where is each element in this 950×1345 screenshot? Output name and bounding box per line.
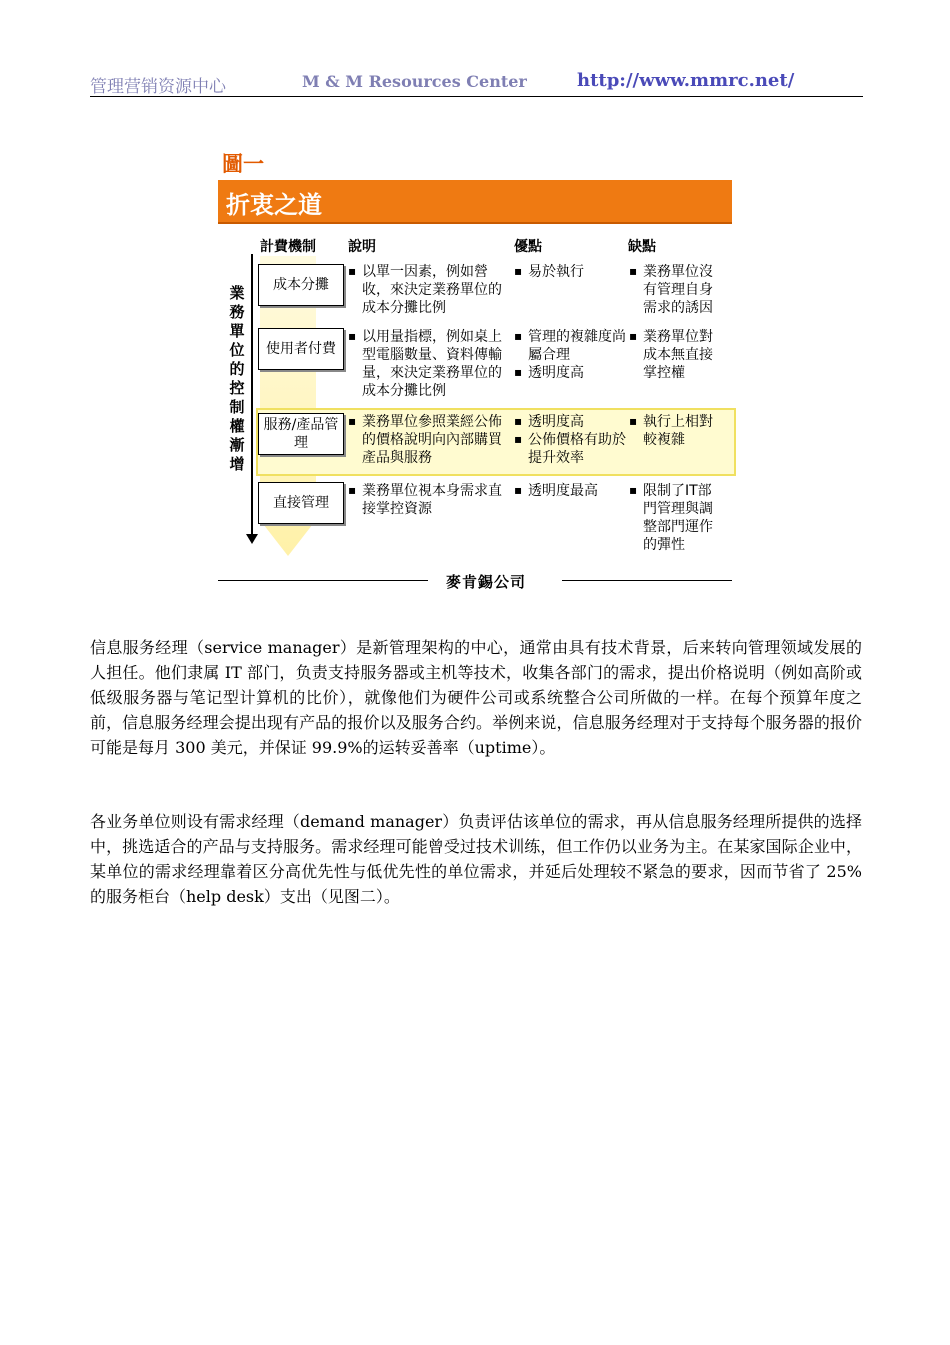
- page-header: [90, 68, 863, 97]
- row-description: 業務單位參照業經公佈的價格說明向內部購買產品與服務: [362, 414, 502, 466]
- mechanism-box: 服務/產品管理: [258, 413, 344, 455]
- row-description: 以單一因素，例如營收，來決定業務單位的成本分攤比例: [362, 264, 502, 316]
- header-org-cn: 管理营销资源中心: [90, 77, 226, 97]
- col-header-pros: 優點: [514, 239, 542, 255]
- bullet-icon: ▪: [514, 264, 523, 278]
- row-con: 業務單位對成本無直接掌控權: [643, 329, 713, 381]
- col-header-mechanism: 計費機制: [260, 239, 316, 255]
- row-con: 限制了IT部門管理與調整部門運作的彈性: [643, 483, 713, 553]
- mechanism-box: 直接管理: [258, 482, 344, 524]
- row-pro: 易於執行: [528, 264, 584, 280]
- bullet-icon: ▪: [514, 483, 523, 497]
- header-org-en: M & M Resources Center: [302, 72, 527, 91]
- row-pro: 管理的複雜度尚屬合理: [528, 329, 626, 363]
- row-pro: 透明度高: [528, 365, 584, 381]
- bullet-icon: ▪: [348, 483, 357, 497]
- bullet-icon: ▪: [348, 264, 357, 278]
- row-con: 業務單位沒有管理自身需求的誘因: [643, 264, 713, 316]
- body-paragraph-2: 各业务单位则设有需求经理（demand manager）负责评估该单位的需求，再从信息服务经理所提供的选择中，挑选适合的产品与支持服务。需求经理可能曾受过技术训练，但工作仍以业务为主。在某家国际企业中，某单位的需求经理靠着区分高优先性与低优先性的单位需求，并延后处理较不紧急的要求，因而节省了 25%的服务柜台（help desk）支出（见图二）。: [90, 812, 862, 906]
- figure-tradeoff: [218, 148, 734, 598]
- row-description: 以用量指標，例如桌上型電腦數量、資料傳輸量，來決定業務單位的成本分攤比例: [362, 329, 502, 399]
- header-url-link[interactable]: http://www.mmrc.net/: [577, 70, 795, 91]
- figure-title: 折衷之道: [226, 191, 322, 219]
- figure-title-banner: [218, 180, 732, 224]
- control-axis-line: [251, 254, 253, 536]
- col-header-description: 說明: [348, 239, 376, 255]
- bullet-icon: ▪: [629, 329, 638, 343]
- row-pro: 透明度高: [528, 414, 584, 430]
- row-pro: 公佈價格有助於提升效率: [528, 432, 626, 466]
- bullet-icon: ▪: [629, 264, 638, 278]
- bullet-icon: ▪: [514, 432, 523, 446]
- bullet-icon: ▪: [514, 414, 523, 428]
- col-header-cons: 缺點: [628, 239, 656, 255]
- bullet-icon: ▪: [629, 483, 638, 497]
- down-arrow-icon: [246, 534, 258, 544]
- bullet-icon: ▪: [629, 414, 638, 428]
- source-divider-right: [562, 580, 732, 581]
- mechanism-box: 成本分攤: [258, 264, 344, 306]
- row-con: 執行上相對較複雜: [643, 414, 713, 448]
- bullet-icon: ▪: [348, 414, 357, 428]
- bullet-icon: ▪: [348, 329, 357, 343]
- side-label-control: 業務單位的控制權漸增: [229, 284, 245, 473]
- body-paragraph-1: 信息服务经理（service manager）是新管理架构的中心，通常由具有技术背景，后来转向管理领域发展的人担任。他们隶属 IT 部门，负责支持服务器或主机等技术，收集各部门的需求，提出价格说明（例如高阶或低级服务器与笔记型计算机的比价），就像他们为硬件公司或系统整合公司所做的一样。在每个预算年度之前，信息服务经理会提出现有产品的报价以及服务合约。举例来说，信息服务经理对于支持每个服务器的报价可能是每月 300 美元，并保证 99.9%的运转妥善率（uptime）。: [90, 638, 862, 757]
- row-pro: 透明度最高: [528, 483, 598, 499]
- source-divider-left: [218, 580, 428, 581]
- bullet-icon: ▪: [514, 365, 523, 379]
- figure-label: 圖一: [222, 152, 264, 176]
- row-description: 業務單位視本身需求直接掌控資源: [362, 483, 502, 517]
- mechanism-box: 使用者付費: [258, 328, 344, 370]
- bullet-icon: ▪: [514, 329, 523, 343]
- figure-source: 麥肯錫公司: [446, 573, 527, 591]
